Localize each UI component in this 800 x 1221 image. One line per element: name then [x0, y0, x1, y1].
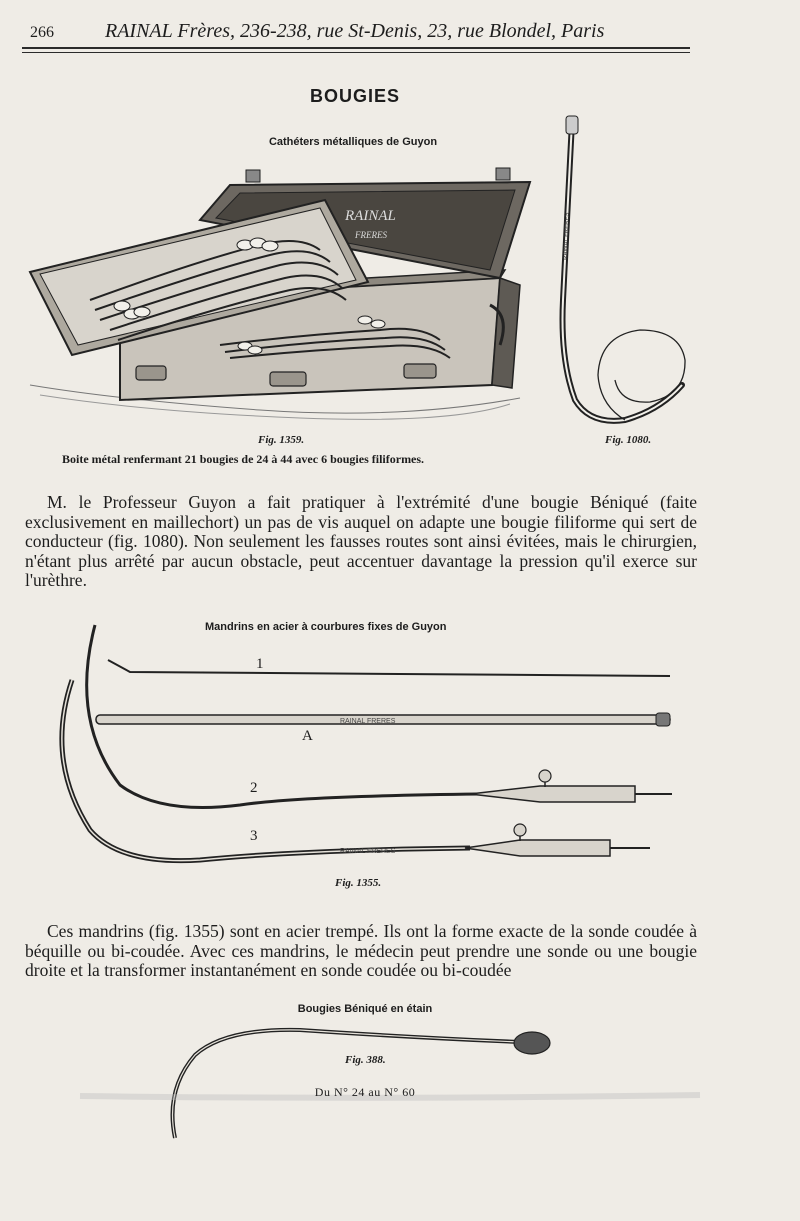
rod-engraving: RAINAL FRERES	[340, 718, 396, 725]
section-title: BOUGIES	[309, 86, 400, 106]
mandrin-label-3: 3	[250, 828, 258, 844]
figure2-subheading: Mandrins en acier à courbures fixes de Guyon	[205, 621, 447, 633]
fig-1359-label: Fig. 1359.	[258, 434, 305, 446]
size-range: Du N° 24 au N° 60	[314, 1085, 416, 1099]
lid-engraving: RAINAL	[345, 208, 396, 224]
guyon-bougie-illustration	[563, 116, 686, 421]
benique-bougie-illustration	[80, 1030, 700, 1138]
mandrin-label-1: 1	[256, 656, 264, 672]
figure1-caption: Boite métal renfermant 21 bougies de 24 à 44 avec 6 bougies filiformes.	[62, 452, 425, 466]
lid-engraving-2: FRERES	[355, 230, 387, 240]
mandrins-illustration	[62, 625, 672, 861]
rod3-engraving: RAINAL FRERES	[340, 848, 396, 855]
figure1-subheading: Cathéters métalliques de Guyon	[268, 136, 438, 148]
mandrin-label-a: A	[302, 728, 313, 744]
fig-1080-label: Fig. 1080.	[605, 434, 652, 446]
mandrin-label-2: 2	[250, 780, 258, 796]
instrument-case-illustration	[30, 168, 530, 419]
paragraph-1: M. le Professeur Guyon a fait pratiquer à l'extrémité d'une bougie Béniqué (faite exclusivement en maillechort) un pas de vis auquel on adapte une bougie filiforme qui sert de conducteur (fig. 1080). Non seulement les fausses routes sont ainsi évitées, mais le chirurgien, n'étant plus arrêté par aucun obstacle, peut accentuer davantage la pression qu'il exerce sur l'urèthre.	[25, 492, 697, 591]
page-number: 266	[30, 24, 54, 41]
running-title: RAINAL Frères, 236-238, rue St-Denis, 23, rue Blondel, Paris	[105, 20, 605, 42]
fig-1355-label: Fig. 1355.	[335, 877, 382, 889]
paragraph-2: Ces mandrins (fig. 1355) sont en acier trempé. Ils ont la forme exacte de la sonde coudée à béquille ou bi-coudée. Avec ces mandrins, le médecin peut prendre une sonde ou une bougie droite et la transformer instantanément en sonde coudée ou bi-coudée	[25, 921, 697, 981]
bougie-engraving: RAINAL FRERES	[563, 212, 571, 261]
figure3-subheading: Bougies Béniqué en étain	[297, 1003, 433, 1015]
fig-388-label: Fig. 388.	[345, 1054, 386, 1066]
